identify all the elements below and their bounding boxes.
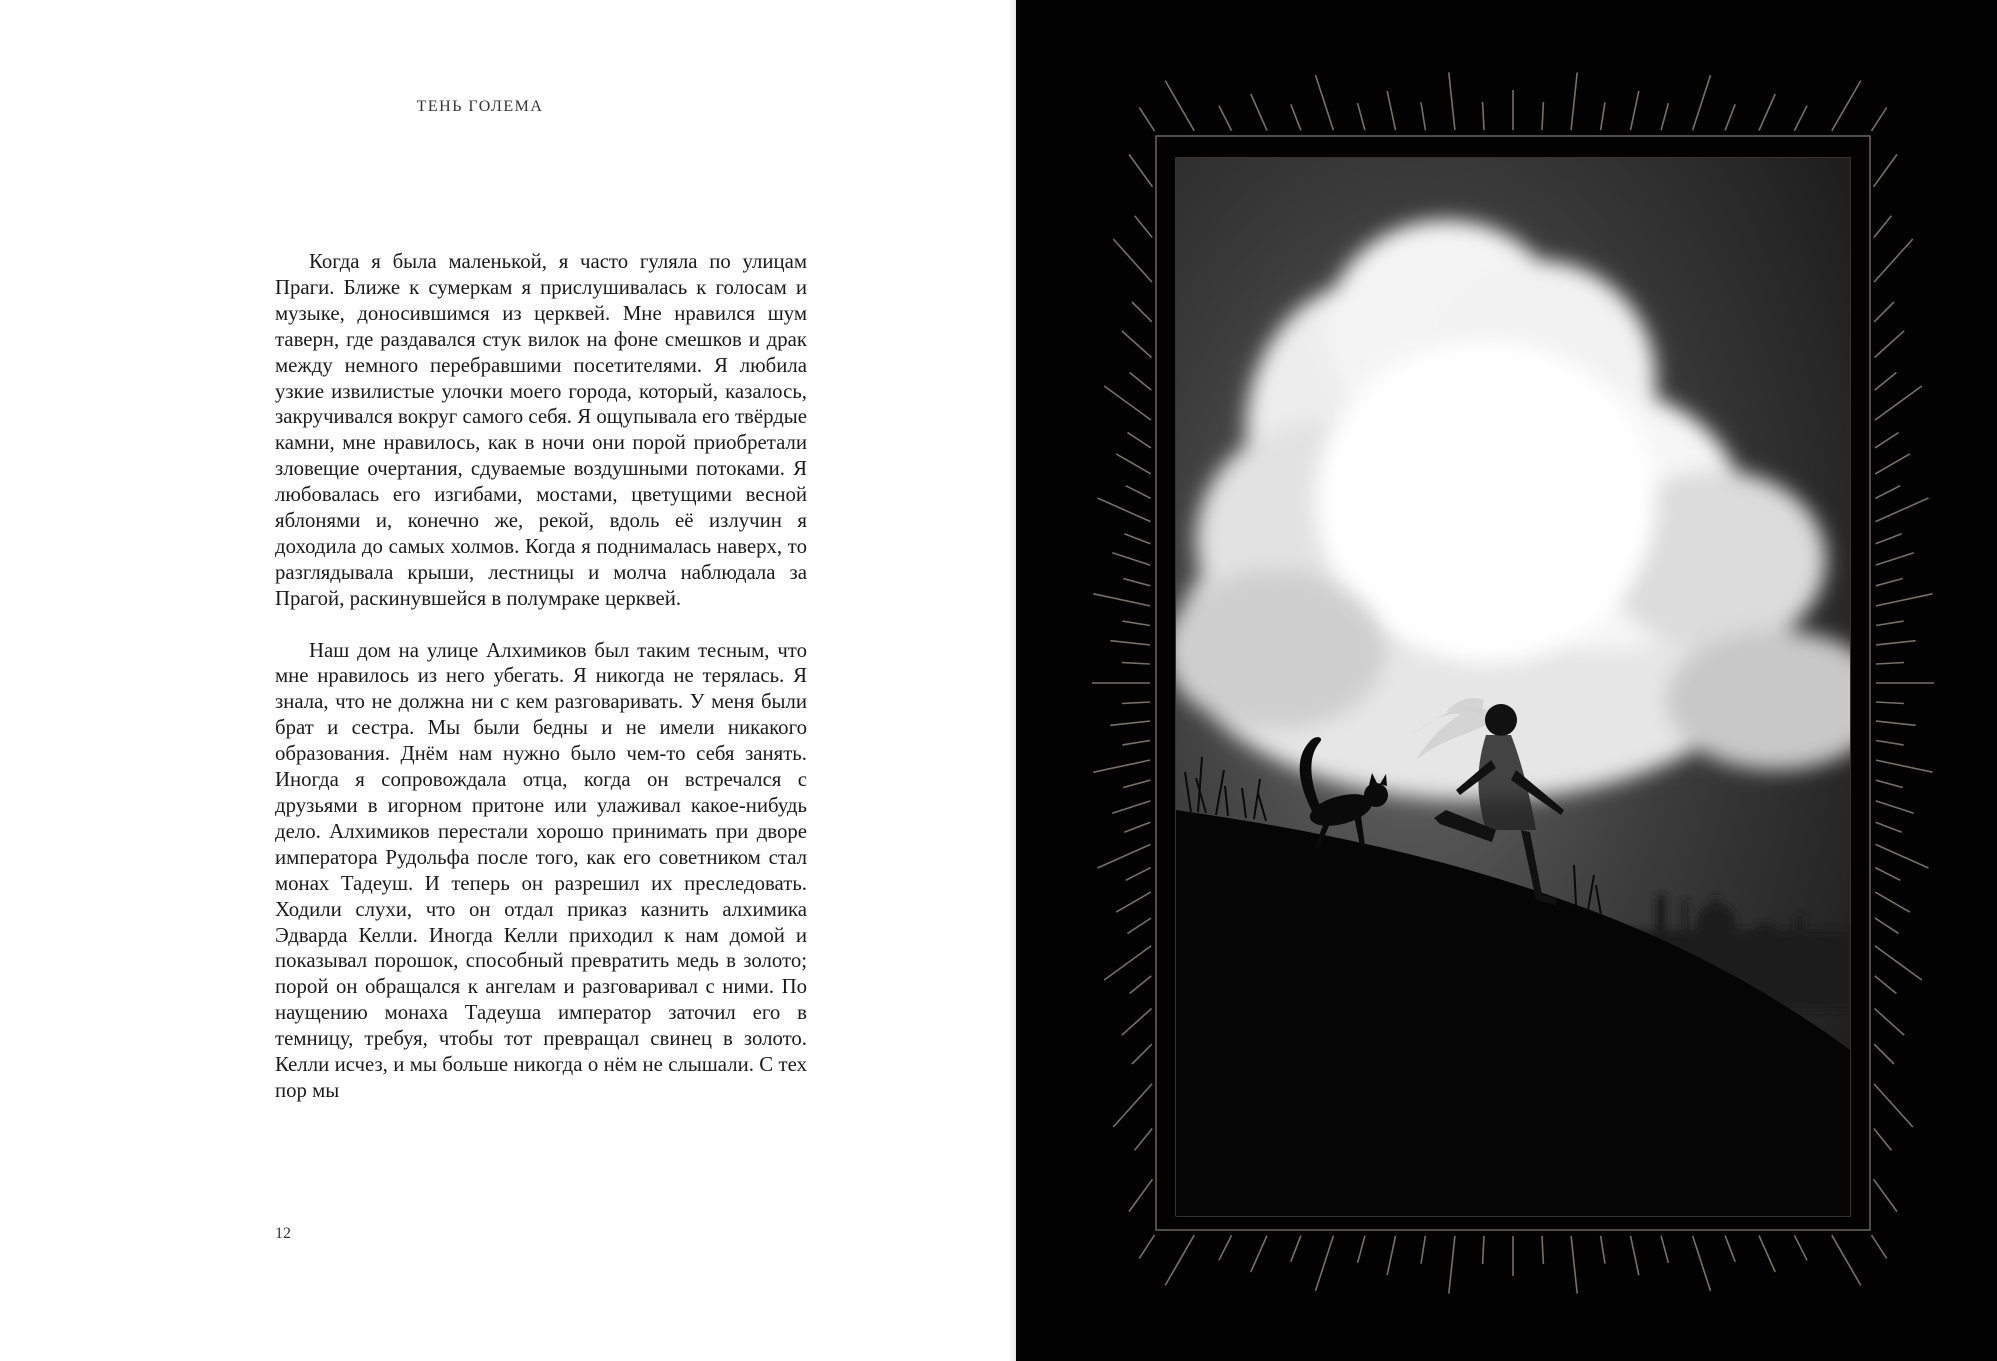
ray-line	[1876, 594, 1933, 606]
ray-line	[1876, 641, 1916, 645]
ray-line	[1874, 1129, 1892, 1151]
ray-line	[1098, 498, 1151, 522]
ray-line	[1876, 498, 1929, 522]
ray-line	[1832, 81, 1861, 131]
ray-line	[1571, 1236, 1577, 1294]
ray-line	[1571, 72, 1577, 130]
ray-line	[1874, 1044, 1894, 1064]
ray-line	[1291, 104, 1301, 130]
ray-line	[1542, 102, 1543, 130]
ray-line	[1693, 1236, 1711, 1291]
ray-line	[1693, 75, 1711, 130]
ray-line	[1165, 81, 1194, 131]
ray-line	[1128, 918, 1152, 933]
ray-line	[1631, 91, 1639, 130]
ray-line	[1139, 1235, 1154, 1259]
ray-line	[1093, 760, 1150, 772]
ray-line	[1759, 94, 1775, 131]
ray-line	[1875, 331, 1905, 358]
illustration	[1016, 0, 1997, 1361]
ray-line	[1124, 822, 1150, 832]
ray-line	[1130, 976, 1152, 994]
ray-line	[1876, 760, 1933, 772]
ray-line	[1449, 72, 1455, 130]
ray-line	[1483, 1236, 1484, 1264]
ray-line	[1876, 579, 1903, 586]
ray-line	[1135, 216, 1153, 238]
page-number: 12	[275, 1225, 291, 1242]
ray-line	[1316, 1236, 1334, 1291]
ray-line	[1875, 918, 1899, 933]
ray-line	[1421, 1236, 1425, 1264]
ray-line	[1104, 386, 1151, 420]
ray-line	[1876, 844, 1929, 868]
ray-line	[1874, 1084, 1913, 1127]
ray-line	[1387, 1236, 1395, 1275]
ray-line	[1876, 822, 1902, 832]
ray-line	[1219, 1235, 1232, 1260]
ray-line	[1122, 1009, 1152, 1036]
ray-line	[1110, 641, 1150, 645]
ray-line	[1126, 868, 1151, 881]
ray-line	[1601, 1236, 1605, 1264]
ray-line	[1139, 108, 1154, 132]
ray-line	[1387, 91, 1395, 130]
ray-line	[1631, 1236, 1639, 1275]
ray-line	[1110, 721, 1150, 725]
ray-line	[1126, 486, 1151, 499]
ray-line	[1725, 1236, 1735, 1262]
ray-line	[1875, 946, 1922, 980]
ray-line	[1112, 801, 1150, 813]
ray-line	[1104, 946, 1151, 980]
ray-line	[1116, 454, 1151, 474]
ray-line	[1876, 621, 1904, 625]
ray-line	[1316, 75, 1334, 130]
running-head-text: ТЕНЬ ГОЛЕМА	[416, 98, 544, 115]
ray-line	[1872, 108, 1887, 132]
ray-line	[1129, 1179, 1153, 1211]
ray-line	[1116, 892, 1151, 912]
ray-line	[1358, 1236, 1365, 1263]
ray-line	[1876, 780, 1903, 787]
ray-line	[1165, 1235, 1194, 1285]
ray-line	[1876, 721, 1916, 725]
ray-line	[1098, 844, 1151, 868]
ray-line	[1129, 154, 1153, 186]
ray-line	[1875, 892, 1910, 912]
ray-line	[1124, 534, 1150, 544]
paragraph-1: Когда я была маленькой, я часто гуляла по улицам Праги. Ближе к сумеркам я прислушивалась к голосам и музыке, доносившимся из церквей. Мне нравился шум таверн, где раздавался стук вилок на фоне смешков и драк между немного перебравшими посетителями. Я любила узкие извилистые улочки моего города, который, казалось, закручивался вокруг самого себя. Я ощупывала его твёрдые камни, мне нравилось, как в ночи они порой приобретали зловещие очертания, сдуваемые воздушными потоками. Я любовалась его изгибами, мостами, цветущими весной яблонями и, конечно же, рекой, вдоль её излучин я доходила до самых холмов. Когда я поднималась наверх, то разглядывала крыши, лестницы и молча наблюдала за Прагой, раскинувшейся в полумраке церквей.	[275, 250, 807, 610]
ray-line	[1874, 239, 1913, 282]
paragraph-2: Наш дом на улице Алхимиков был таким тесным, что мне нравилось из него убегать. Я никогда не терялась. Я знала, что не должна ни с кем разговаривать. У меня были брат и сестра. Мы были бедны и не имели никакого образования. Днём нам нужно было чем-то себя занять. Иногда я сопровождала отца, когда он встречался с друзьями в игорном притоне или улаживал какое-нибудь дело. Алхимиков перестали хорошо принимать при дворе императора Рудольфа после того, как его советником стал монах Тадеуш. И теперь он разрешил их преследовать. Ходили слухи, что он отдал приказ казнить алхимика Эдварда Келли. Иногда Келли приходил к нам домой и показывал порошок, способный превратить медь в золото; порой он обращался к ангелам и разговаривал с ними. По наущению монаха Тадеуша император заточил его в темницу, требуя, чтобы тот превращал свинец в золото. Келли исчез, и мы больше никогда о нём не слышали. С тех пор мы	[275, 638, 807, 1102]
ray-line	[1122, 663, 1150, 665]
ray-line	[1875, 486, 1900, 499]
ray-line	[1876, 663, 1904, 665]
ray-line	[1875, 433, 1899, 448]
ray-line	[1876, 702, 1904, 704]
body-text	[275, 249, 807, 1104]
ray-line	[1661, 1236, 1668, 1263]
ray-line	[1874, 154, 1898, 186]
ray-line	[1794, 1235, 1807, 1260]
ray-line	[1128, 433, 1152, 448]
ray-line	[1291, 1236, 1301, 1262]
right-page	[1016, 0, 1997, 1361]
ray-line	[1123, 579, 1150, 586]
ray-line	[1122, 621, 1150, 625]
ray-line	[1875, 1009, 1905, 1036]
ray-line	[1123, 780, 1150, 787]
ray-line	[1112, 553, 1150, 565]
ray-line	[1122, 741, 1150, 745]
ray-line	[1875, 868, 1900, 881]
ray-line	[1251, 1236, 1267, 1273]
ray-line	[1794, 106, 1807, 131]
ray-line	[1875, 386, 1922, 420]
ray-line	[1219, 106, 1232, 131]
ray-line	[1132, 302, 1152, 322]
ray-line	[1542, 1236, 1543, 1264]
ray-line	[1135, 1129, 1153, 1151]
ray-line	[1483, 102, 1484, 130]
ray-line	[1875, 976, 1897, 994]
ray-line	[1093, 594, 1150, 606]
ray-line	[1875, 373, 1897, 391]
ray-line	[1874, 1179, 1898, 1211]
ray-line	[1876, 534, 1902, 544]
ray-line	[1872, 1235, 1887, 1259]
ray-line	[1251, 94, 1267, 131]
ray-line	[1725, 104, 1735, 130]
ray-line	[1421, 102, 1425, 130]
ray-line	[1122, 331, 1152, 358]
ray-line	[1759, 1236, 1775, 1273]
ray-line	[1661, 103, 1668, 130]
ray-line	[1113, 1084, 1152, 1127]
ray-line	[1875, 454, 1910, 474]
ray-line	[1130, 373, 1152, 391]
illustration-scene	[1166, 158, 1886, 1216]
ray-line	[1876, 553, 1914, 565]
ray-line	[1874, 302, 1894, 322]
ray-line	[1449, 1236, 1455, 1294]
ray-line	[1122, 702, 1150, 704]
ray-line	[1876, 741, 1904, 745]
ray-line	[1113, 239, 1152, 282]
ray-line	[1132, 1044, 1152, 1064]
ray-line	[1832, 1235, 1861, 1285]
ray-line	[1876, 801, 1914, 813]
ray-line	[1601, 102, 1605, 130]
ray-line	[1874, 216, 1892, 238]
ray-line	[1358, 103, 1365, 130]
